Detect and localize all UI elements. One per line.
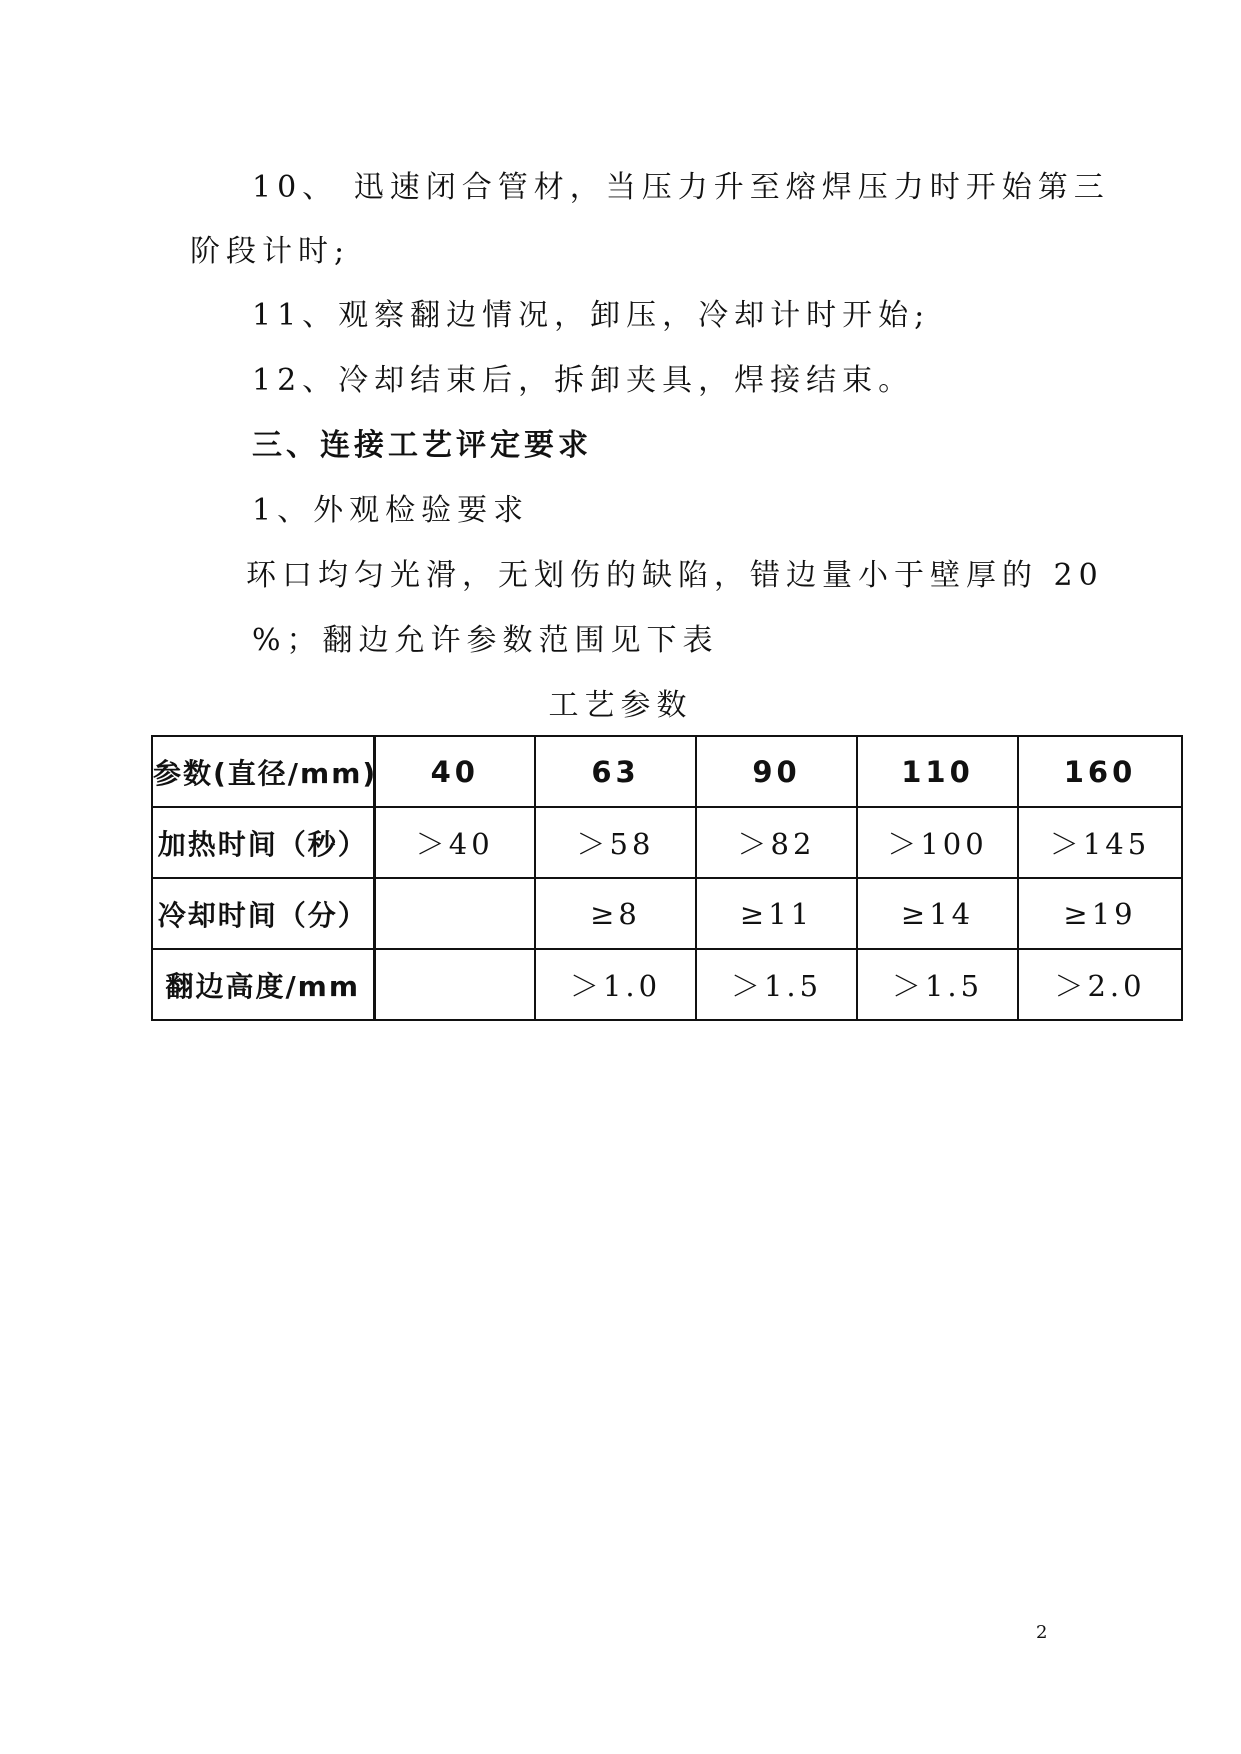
table-cell: ≥14 bbox=[857, 878, 1018, 949]
table-caption: 工艺参数 bbox=[548, 688, 693, 723]
table-cell: ＞100 bbox=[857, 807, 1018, 878]
table-cell: ＞2.0 bbox=[1018, 949, 1182, 1020]
row-label: 冷却时间（分） bbox=[152, 878, 374, 949]
table-header-row bbox=[152, 736, 1182, 807]
table-cell: ＞1.5 bbox=[696, 949, 857, 1020]
table-cell: ≥11 bbox=[696, 878, 857, 949]
table-cell: ≥19 bbox=[1018, 878, 1182, 949]
table-cell: ＞1.0 bbox=[535, 949, 696, 1020]
page-number: 2 bbox=[1036, 1622, 1048, 1643]
table-row bbox=[152, 949, 1182, 1020]
table-cell: ＞145 bbox=[1018, 807, 1182, 878]
paragraph-step-10-line1: 10、 迅速闭合管材，当压力升至熔焊压力时开始第三 bbox=[252, 170, 1110, 205]
paragraph-step-12: 12、冷却结束后，拆卸夹具，焊接结束。 bbox=[252, 363, 915, 398]
paragraph-step-11: 11、观察翻边情况，卸压，冷却计时开始; bbox=[252, 298, 931, 333]
header-cell: 40 bbox=[374, 736, 535, 807]
description-line1: 环口均匀光滑，无划伤的缺陷，错边量小于壁厚的 20 bbox=[246, 558, 1104, 593]
header-cell: 63 bbox=[535, 736, 696, 807]
paragraph-step-10-line2: 阶段计时; bbox=[190, 234, 351, 269]
table-cell: ＞82 bbox=[696, 807, 857, 878]
header-cell: 90 bbox=[696, 736, 857, 807]
header-cell: 160 bbox=[1018, 736, 1182, 807]
subsection-heading: 1、外观检验要求 bbox=[252, 493, 530, 528]
table-row bbox=[152, 878, 1182, 949]
header-cell: 110 bbox=[857, 736, 1018, 807]
table-cell bbox=[374, 949, 535, 1020]
table-cell: ≥8 bbox=[535, 878, 696, 949]
table-cell: ＞1.5 bbox=[857, 949, 1018, 1020]
row-label: 翻边高度/mm bbox=[152, 949, 374, 1020]
section-heading: 三、连接工艺评定要求 bbox=[252, 428, 592, 463]
description-line2: %；翻边允许参数范围见下表 bbox=[252, 623, 719, 658]
header-cell: 参数(直径/mm) bbox=[152, 736, 374, 807]
table-cell: ＞58 bbox=[535, 807, 696, 878]
table-row bbox=[152, 807, 1182, 878]
row-label: 加热时间（秒） bbox=[152, 807, 374, 878]
parameters-table bbox=[151, 735, 1183, 1021]
table-cell: ＞40 bbox=[374, 807, 535, 878]
table-cell bbox=[374, 878, 535, 949]
